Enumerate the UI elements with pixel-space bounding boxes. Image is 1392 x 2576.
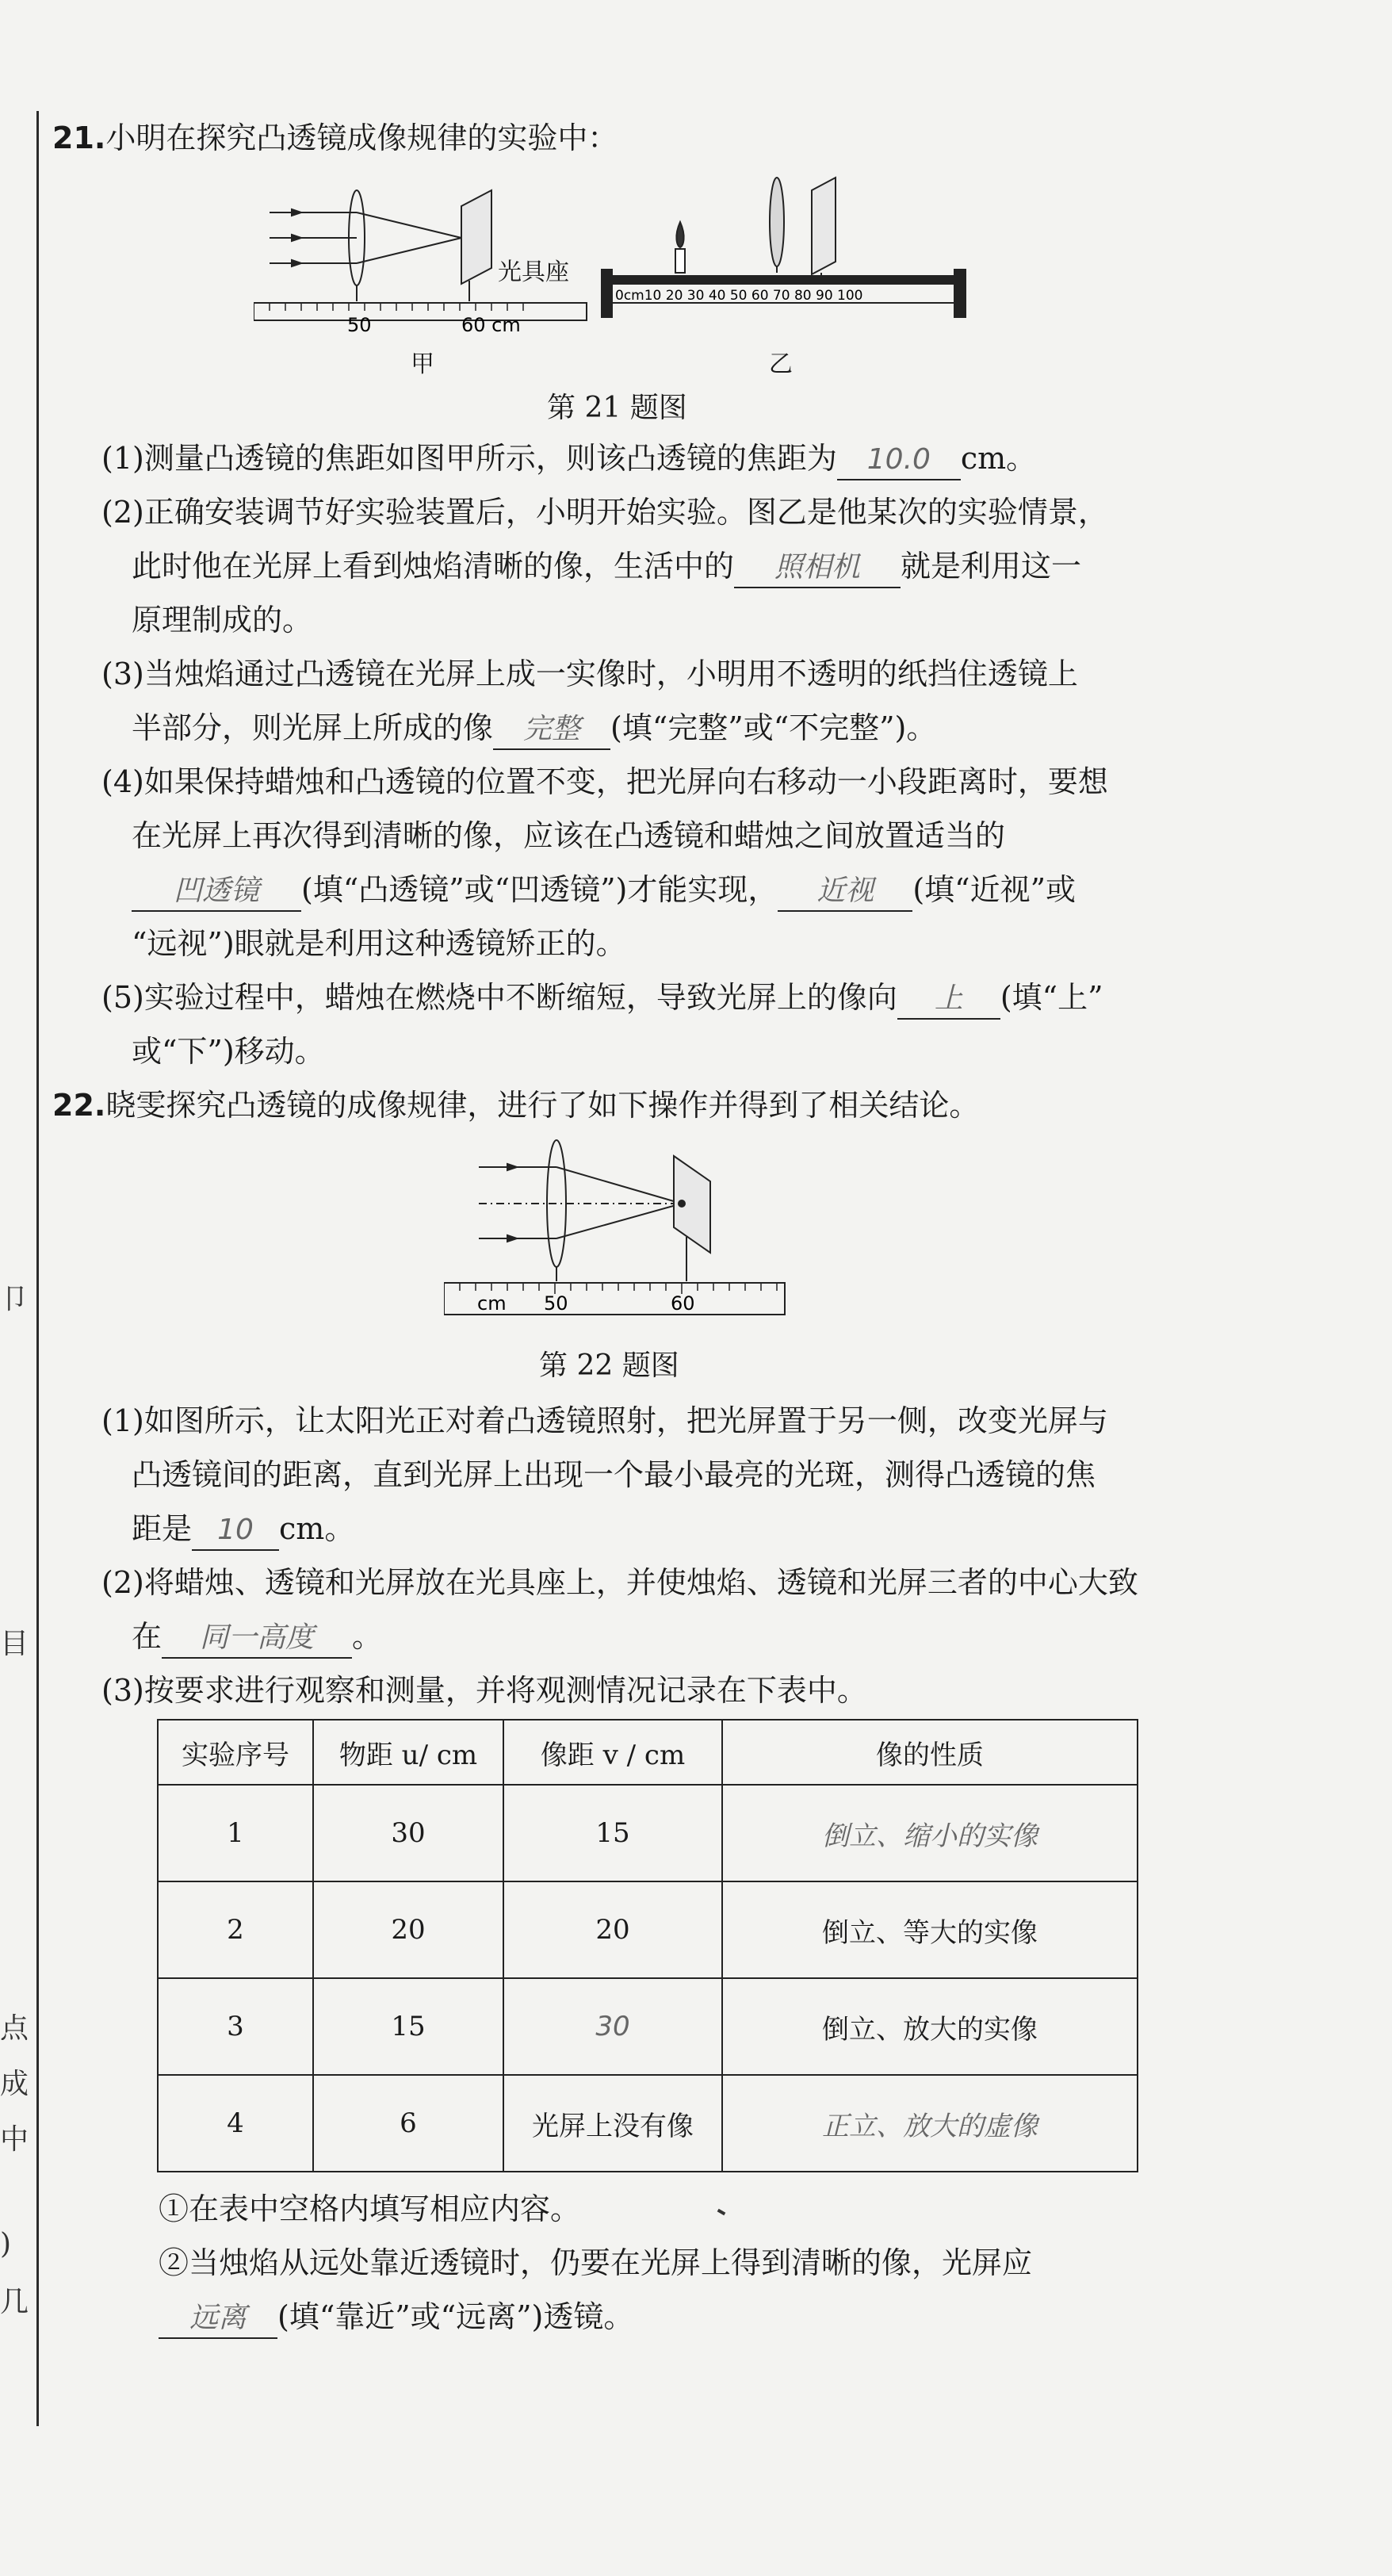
answer-blank: 完整 — [493, 710, 610, 750]
answer-blank: 凹透镜 — [132, 872, 301, 912]
bench-label: 光具座 — [498, 258, 569, 286]
q22-part2-line1: (2)将蜡烛、透镜和光屏放在光具座上，并使烛焰、透镜和光屏三者的中心大致 — [101, 1565, 1138, 1600]
q22-part1-line1: (1)如图所示，让太阳光正对着凸透镜照射，把光屏置于另一侧，改变光屏与 — [101, 1403, 1108, 1438]
table-cell: 3 — [158, 1978, 313, 2075]
table-cell: 4 — [158, 2075, 313, 2172]
column-header: 物距 u/ cm — [313, 1720, 503, 1785]
q21-part5-line1: (5)实验过程中，蜡烛在燃烧中不断缩短，导致光屏上的像向 上 (填“上” — [101, 978, 1103, 1020]
column-header: 实验序号 — [158, 1720, 313, 1785]
margin-char: 目 — [0, 1628, 29, 1660]
table-cell: 20 — [313, 1881, 503, 1978]
column-header: 像的性质 — [722, 1720, 1138, 1785]
table-cell: 2 — [158, 1881, 313, 1978]
unit-label: cm — [477, 1292, 507, 1315]
q21-part4-line3: 凹透镜 (填“凸透镜”或“凹透镜”)才能实现， 近视 (填“近视”或 — [132, 871, 1076, 912]
q21-stem: 21.小明在探究凸透镜成像规律的实验中： — [52, 121, 618, 155]
table-cell: 20 — [503, 1881, 722, 1978]
answer-blank: 近视 — [778, 872, 912, 912]
table-cell: 倒立、等大的实像 — [722, 1881, 1138, 1978]
q22-sub2-line2: 远离 (填“靠近”或“远离”)透镜。 — [159, 2298, 633, 2339]
observation-table — [157, 1719, 1138, 2172]
optical-bench-scale: 0cm10 20 30 40 50 60 70 80 90 100 — [615, 288, 863, 304]
table-cell: 1 — [158, 1785, 313, 1881]
q21-caption: 第 21 题图 — [547, 392, 687, 424]
q22-part3-line1: (3)按要求进行观察和测量，并将观测情况记录在下表中。 — [101, 1673, 867, 1708]
q22-stem: 22.晓雯探究凸透镜的成像规律，进行了如下操作并得到了相关结论。 — [52, 1088, 980, 1123]
q21-part1: (1)测量凸透镜的焦距如图甲所示，则该凸透镜的焦距为 10.0 cm。 — [101, 439, 1036, 480]
table-cell: 15 — [503, 1785, 722, 1881]
table-cell: 15 — [313, 1978, 503, 2075]
table-header-row — [158, 1720, 1138, 1785]
margin-char: 卩 — [0, 1283, 29, 1315]
tick-label-60: 60 — [671, 1292, 695, 1315]
q21-part4-line4: “远视”)眼就是利用这种透镜矫正的。 — [132, 926, 626, 961]
q21-part4-line1: (4)如果保持蜡烛和凸透镜的位置不变，把光屏向右移动一小段距离时，要想 — [101, 764, 1108, 799]
margin-char: 中 — [0, 2123, 29, 2156]
table-row — [158, 1785, 1138, 1881]
fig-jia-label: 甲 — [411, 350, 434, 378]
table-row — [158, 2075, 1138, 2172]
answer-blank: 10.0 — [837, 441, 961, 480]
q21-part3-line1: (3)当烛焰通过凸透镜在光屏上成一实像时，小明用不透明的纸挡住透镜上 — [101, 656, 1078, 691]
table-cell: 30 — [313, 1785, 503, 1881]
q21-part2-line2: 此时他在光屏上看到烛焰清晰的像，生活中的 照相机 就是利用这一 — [132, 547, 1081, 588]
q22-caption: 第 22 题图 — [539, 1349, 679, 1382]
column-header: 像距 v / cm — [503, 1720, 722, 1785]
margin-rule — [36, 111, 39, 2426]
q22-part2-line2: 在 同一高度 。 — [132, 1617, 382, 1659]
fig-yi-label: 乙 — [769, 350, 793, 378]
q22-figure — [444, 1134, 793, 1316]
margin-char: 点 — [0, 2012, 29, 2045]
margin-char: 几 — [0, 2286, 29, 2318]
q22-sub2-line1: ②当烛焰从远处靠近透镜时，仍要在光屏上得到清晰的像，光屏应 — [159, 2245, 1033, 2280]
table-row — [158, 1978, 1138, 2075]
table-row — [158, 1881, 1138, 1978]
q22-part1-line2: 凸透镜间的距离，直到光屏上出现一个最小最亮的光斑，测得凸透镜的焦 — [132, 1457, 1096, 1492]
margin-char: ) — [0, 2228, 12, 2260]
answer-blank: 同一高度 — [162, 1619, 352, 1659]
q22-part1-line3: 距是 10 cm。 — [132, 1510, 354, 1551]
tick-label-50: 50 — [347, 314, 372, 333]
tick-label-50: 50 — [544, 1292, 568, 1315]
q21-part4-line2: 在光屏上再次得到清晰的像，应该在凸透镜和蜡烛之间放置适当的 — [132, 818, 1006, 853]
answer-blank: 远离 — [159, 2299, 277, 2339]
q21-part2-line1: (2)正确安装调节好实验装置后，小明开始实验。图乙是他某次的实验情景， — [101, 495, 1108, 530]
table-cell-answer: 倒立、缩小的实像 — [722, 1785, 1138, 1881]
table-cell-answer: 30 — [503, 1978, 722, 2075]
q21-part5-line2: 或“下”)移动。 — [132, 1034, 325, 1069]
table-cell-answer: 正立、放大的虚像 — [722, 2075, 1138, 2172]
answer-blank: 上 — [897, 980, 1000, 1020]
margin-char: 成 — [0, 2068, 29, 2100]
q22-sub1: ①在表中空格内填写相应内容。 — [159, 2191, 581, 2226]
table-cell: 倒立、放大的实像 — [722, 1978, 1138, 2075]
tick-label-60: 60 cm — [461, 314, 521, 333]
stray-mark — [717, 2209, 726, 2215]
q21-part2-line3: 原理制成的。 — [132, 603, 313, 637]
table-cell: 光屏上没有像 — [503, 2075, 722, 2172]
q21-part3-line2: 半部分，则光屏上所成的像 完整 (填“完整”或“不完整”)。 — [132, 709, 936, 750]
answer-blank: 照相机 — [734, 549, 901, 588]
table-cell: 6 — [313, 2075, 503, 2172]
q21-figure-yi — [601, 167, 981, 325]
answer-blank: 10 — [192, 1511, 279, 1551]
